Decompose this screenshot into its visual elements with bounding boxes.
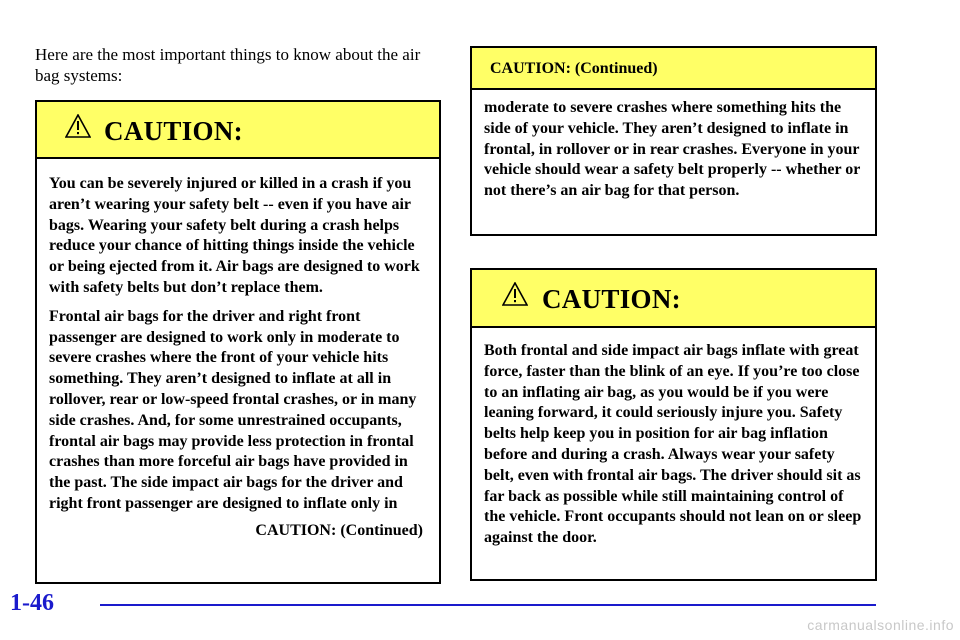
caution-header xyxy=(472,270,875,328)
caution-body xyxy=(37,159,439,542)
warning-triangle-icon xyxy=(502,282,528,306)
page-number: 1-46 xyxy=(10,590,54,616)
caution-header xyxy=(37,102,439,159)
caution-paragraph: Frontal air bags for the driver and right front passenger are designed to work only in moderate to severe crashes where the front of your vehicle hits something. They aren’t designed to inflate at all in rollover, rear or low-speed frontal crashes, or in many side crashes. And, for some unrestrained occupants, frontal air bags may provide less protection in frontal crashes than more forceful air bags have provided in the past. The side impact air bags for the driver and right front passenger are designed to inflate only in xyxy=(49,307,417,512)
watermark: carmanualsonline.info xyxy=(807,617,954,633)
caution-paragraph: Both frontal and side impact air bags inflate with great force, faster than the blink of an eye. If you’re too close to an inflating air bag, as you would be if you were leaning forward, it could seriously injure you. Safety belts help keep you in position for air bag inflation before and during a crash. Always wear your safety belt, even with frontal air bags. The driver should sit as far back as possible while still maintaining control of the vehicle. Front occupants should not lean on or sleep against the door. xyxy=(484,342,862,547)
warning-triangle-icon xyxy=(65,114,91,138)
caution-heading: CAUTION: xyxy=(542,284,681,314)
footer-rule xyxy=(100,604,876,606)
caution-paragraph: moderate to severe crashes where something hits the side of your vehicle. They aren’t designed to inflate in frontal, in rollover or in rear crashes. Everyone in your vehicle should wear a safety belt properly -- whether or not there’s an air bag for that person. xyxy=(484,99,861,200)
intro-text: Here are the most important things to know about the air bag systems: xyxy=(35,45,421,85)
caution-continued-heading: CAUTION: (Continued) xyxy=(490,60,658,77)
caution-body xyxy=(472,90,875,202)
continued-label: CAUTION: (Continued) xyxy=(255,521,423,539)
caution-box-right xyxy=(470,268,877,581)
caution-heading: CAUTION: xyxy=(104,116,243,146)
caution-box-left xyxy=(35,100,441,584)
caution-continued-header xyxy=(472,48,875,90)
caution-paragraph: You can be severely injured or killed in a crash if you aren’t wearing your safety belt -- even if you have air bags. Wearing your safety belt during a crash helps reduce your chance of hitting things inside the vehicle or being ejected from it. Air bags are designed to work with safety belts but don’t replace them. xyxy=(49,175,420,296)
caution-body xyxy=(472,328,875,549)
caution-continued-box xyxy=(470,46,877,236)
